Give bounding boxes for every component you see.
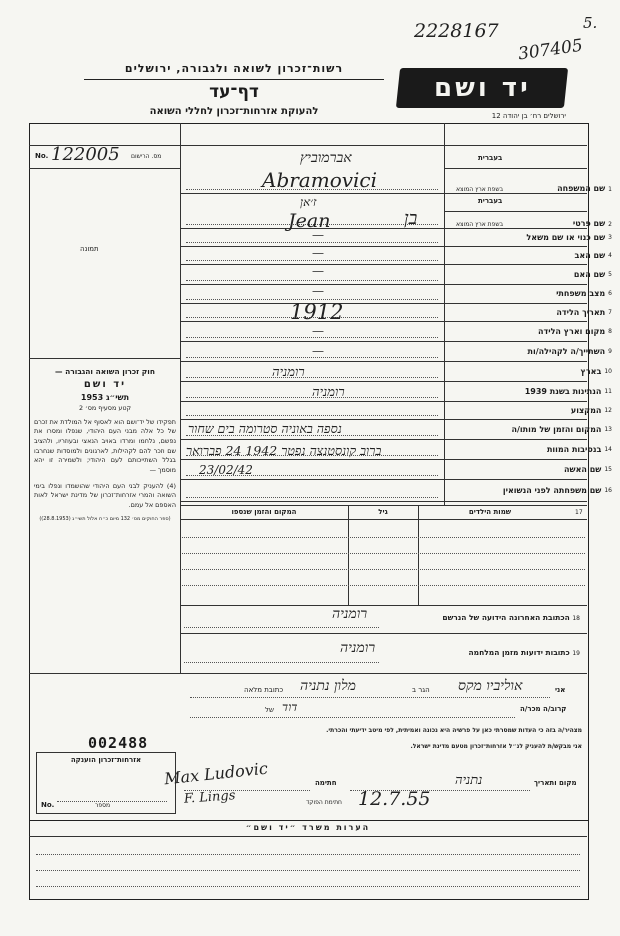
field-row-label [452, 479, 612, 501]
children-line-4 [182, 585, 585, 586]
field-number: 7 [608, 308, 612, 316]
field-label: שם משפחתה לפני הנשואין [502, 485, 602, 495]
field-number: 10 [604, 367, 612, 375]
band-divider [444, 123, 445, 145]
children-col-name [418, 505, 419, 605]
field-row-label [452, 439, 612, 459]
checker-label: חתימת הפוקד [306, 799, 342, 806]
children-label: שמות הילדים [468, 508, 512, 516]
field-number: 3 [608, 233, 612, 241]
sublabel-rule [444, 211, 587, 212]
field-label: המקום והזמן של מותו/ה [511, 424, 602, 434]
wartime-address-label [380, 648, 580, 657]
field18-rule [180, 633, 587, 634]
header-rule [84, 79, 384, 80]
field-number: 4 [608, 251, 612, 259]
field-label: שם פרטי [572, 219, 606, 228]
children-line-2 [182, 553, 585, 554]
field-number: 8 [608, 327, 612, 335]
children-header-place: המקום והזמן שנספו [231, 508, 297, 516]
hebrew-sublabel: בעברית [478, 197, 503, 205]
last-address-label [380, 613, 580, 622]
field-row-label [452, 361, 612, 381]
law-year: תשי״ג 1953 [80, 393, 130, 403]
children-top-rule [180, 505, 587, 506]
logo-text: יד ושם [433, 73, 531, 103]
field-value-line [186, 415, 438, 416]
yad-vashem-logo [396, 68, 568, 108]
last-address-value: רומניה [332, 606, 368, 622]
remarks-line-3 [36, 886, 580, 887]
field-number: 13 [604, 425, 612, 433]
checker-signature: F. Lings [183, 788, 236, 807]
declarant-address: מלון נתניה [300, 678, 356, 694]
given-name-latin: Jean [288, 210, 331, 232]
community-value: — [312, 344, 324, 358]
birth-date-value: 1912 [290, 300, 344, 324]
field-number: 1 [608, 186, 612, 193]
place-value: נתניה [455, 773, 483, 788]
field-row-label [452, 341, 612, 361]
place-line [350, 790, 530, 791]
field-row-label [452, 401, 612, 419]
field-row-label [452, 303, 612, 321]
field-row-label [452, 459, 612, 479]
sublabel-rule [444, 168, 587, 169]
form-title: דף־עד [209, 82, 259, 102]
certificate-number: 002488 [88, 734, 149, 752]
field-row-label [452, 419, 612, 439]
law-box [34, 366, 176, 524]
remarks-line-1 [36, 854, 580, 855]
remarks-title: הערות משרד ״יד ושם״ [245, 823, 371, 832]
signature-line [184, 790, 310, 791]
field-row-label [452, 228, 612, 246]
field-label: שם האם [573, 269, 606, 279]
wartime-address-text: כתובות ידועות מזמן המלחמה [468, 648, 570, 657]
surname-hebrew: אברמוביץ [300, 150, 352, 166]
field-label: השתייך/ה לקהילה/ות [527, 346, 606, 356]
declarant-name: אוליביו מקס [458, 678, 523, 694]
marital-status-value: — [312, 284, 324, 298]
remarks-header-rule [29, 836, 587, 837]
certificate-title: אזרחות־זכרון הוענקה [70, 756, 142, 764]
citizenship-value: רומניה [312, 385, 345, 400]
script-label: בשפת ארץ המוצא [456, 221, 504, 228]
declarant-prefix: אני [555, 686, 566, 694]
photo-label: תמונה [80, 245, 99, 253]
nickname-value: — [312, 228, 324, 242]
field-number: 5 [608, 270, 612, 278]
logo-address: ירושלים רח׳ בן יהודה 12 [491, 112, 566, 120]
certificate-line [57, 801, 167, 802]
field-row-label [452, 284, 612, 303]
declarant-line-2 [190, 717, 515, 718]
field-row-label [452, 150, 612, 193]
father-name-value: — [312, 246, 324, 260]
field-value-line [186, 497, 438, 498]
birth-place-value: — [312, 324, 324, 338]
declarant-address-label: כתובת מלאה [244, 686, 284, 694]
law-name: יד ושם [83, 379, 127, 391]
date-value: 12.7.55 [358, 788, 431, 810]
given-name-hebrew: ז׳אן [300, 195, 317, 209]
field-number: 16 [604, 486, 612, 494]
law-clause: קטע מסעיף מס׳ 2 [79, 404, 131, 413]
children-header-name [420, 508, 560, 516]
field-value-line [186, 242, 438, 243]
field-number: 15 [604, 465, 612, 473]
children-num: 17 [575, 509, 583, 516]
law-para1: תפקידו של יד־ושם הוא לאסוף אל המולדת את זכרם של כל אלה מבני העם היהודי, שנפלו ומסרו את נפשם, נלחמו ומרדו באויב הנאצי ובעוזריו, ולהציב שם וזכר להם לקהילות, לארגונים ולמוסדות שנחרבו בגלל השתייכותם לעם היהודי; ולשמירה זו יהא מוסמך — [34, 417, 176, 474]
given-name-extra: בן [404, 208, 418, 229]
declarant-line-1 [190, 697, 550, 698]
declaration-2: אני מבקש/ת להעניק לנ״ל אזרחות־זכרון מטעם מדינת ישראל. [410, 743, 582, 750]
children-header-rule [180, 519, 587, 520]
certificate-no: No. [41, 801, 55, 809]
wartime-address-line [184, 662, 379, 663]
field-label: מצב משפחתי [556, 289, 606, 298]
photo-bottom-rule [29, 358, 180, 359]
relation-value: דוד [282, 700, 298, 714]
field-number: 2 [608, 221, 612, 228]
children-header-age: גיל [378, 508, 388, 516]
certificate-box [36, 752, 176, 814]
field-label: הנתינות בשנת 1939 [524, 386, 602, 396]
relation-of: של [265, 706, 274, 714]
country-value: רומניה [272, 365, 305, 380]
field-row-label [452, 246, 612, 264]
registration-label: מס. הרישום [131, 153, 162, 160]
field-row-label [452, 381, 612, 401]
field-number: 9 [608, 347, 612, 355]
registration-number: 122005 [51, 144, 120, 165]
archive-number: 2228167 [414, 20, 499, 42]
field-number: 12 [604, 406, 612, 414]
field-label: המקצוע [570, 405, 602, 415]
script-label: בשפת ארץ המוצא [456, 186, 504, 193]
field-value-line [186, 260, 438, 261]
field-number: 6 [608, 290, 612, 297]
page-number: 5. [583, 14, 598, 32]
field-row-label [452, 264, 612, 284]
wartime-address-num: 19 [572, 650, 580, 657]
signature-value: Max Ludovic [163, 758, 269, 789]
registration-prefix: No. [35, 152, 49, 160]
field-label: בנסיבות המוות [546, 444, 602, 454]
children-line-3 [182, 569, 585, 570]
field-label: שם האשה [564, 464, 602, 474]
registration-rule [29, 168, 180, 169]
law-para2: (4) להעניק לבני העם היהודי שהושמדו ונפלו בימי השואה והמרי אזרחות־זכרון של מדינת ישראל לאות האספם אל עמם. [34, 481, 176, 509]
certificate-num-label: מספר [95, 802, 111, 809]
surname-latin: Abramovici [262, 168, 378, 192]
signature-label: חתימה [315, 779, 337, 787]
hebrew-sublabel: בעברית [478, 154, 503, 162]
field-label: תאריך הלידה [556, 307, 606, 317]
children-bottom-rule [180, 605, 587, 606]
last-address-line [184, 627, 379, 628]
death-place-value: נספה באוניה סטרומה בים שחור [188, 421, 342, 436]
org-line: רשות־זכרון לשואה ולגבורה, ירושלים [124, 62, 344, 75]
form-subtitle: להעוקת אזרחות־זכרון לחללי השואה [149, 106, 319, 117]
last-address-num: 18 [572, 615, 580, 622]
field-label: שם כנוי או שם משאל [526, 232, 606, 242]
field-row-rule [180, 501, 587, 502]
field-number: 14 [604, 445, 612, 453]
wartime-address-value: רומניה [340, 640, 376, 656]
column-divider-left [180, 123, 181, 673]
field-label: מקום וארץ הלידה [538, 326, 606, 336]
place-date-label: מקום ותאריך [534, 779, 577, 787]
field-value-line [186, 280, 438, 281]
children-col-age [348, 505, 349, 605]
last-address-text: הכתובת האחרונה הידועה של הנרשם [442, 613, 570, 622]
declarant-mid: הגר ב [412, 686, 430, 694]
death-date-value: 23/02/42 [199, 463, 253, 477]
children-line-1 [182, 537, 585, 538]
field-label: שם האב [574, 250, 606, 260]
file-number: 307405 [516, 35, 584, 65]
remarks-line-2 [36, 870, 580, 871]
column-divider-right [444, 145, 445, 505]
mother-name-value: — [312, 264, 324, 278]
law-title: חוק זכרון השואה והגבורה — [54, 367, 156, 376]
field-number: 11 [604, 387, 612, 395]
field-row-label [452, 321, 612, 341]
field-value-line [186, 377, 438, 378]
death-circumstances-value: ברוב קונסטנצה נפטר 1942 24 פברואר [186, 443, 382, 458]
declaration-1: מצהיר/ה בזה כי העדות שמסרתי כאן על פרשיה היא נכונה ואמיתית, לפי מיטב ידיעתי והכרתי. [326, 727, 582, 734]
field-label: שם המשפחה [557, 184, 606, 193]
relation-label: קרוב/ה מכר/ה [520, 705, 567, 713]
field19-rule [29, 673, 587, 674]
field-label: בארץ [580, 366, 602, 376]
law-footnote: (ספר החוקים מס׳ 132 מיום כ״ח אלול תשי״ג (28.8.1953)) [39, 516, 171, 523]
